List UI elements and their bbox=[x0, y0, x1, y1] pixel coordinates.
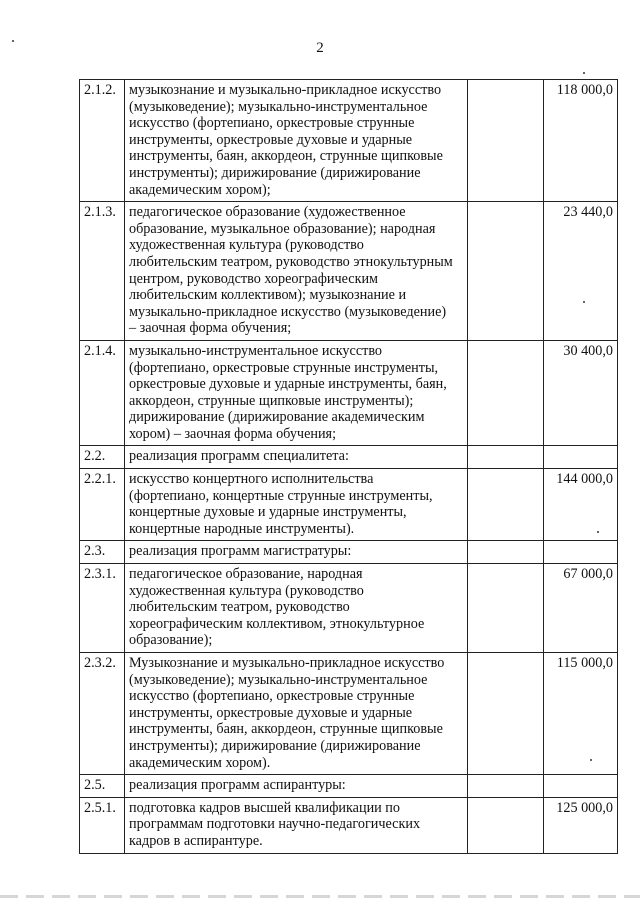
page-number: 2 bbox=[316, 40, 324, 56]
table-row bbox=[80, 340, 618, 446]
item-description bbox=[125, 797, 468, 853]
funding-table-body bbox=[80, 80, 618, 854]
description-line: подготовка кадров высшей квалификации по bbox=[129, 799, 400, 816]
item-number: 2.1.3. bbox=[80, 202, 125, 341]
description-line: музыкально-инструментальное искусство bbox=[129, 342, 383, 359]
description-line: (фортепиано, концертные струнные инструменты, bbox=[129, 487, 433, 504]
description-line: – заочная форма обучения; bbox=[129, 320, 292, 337]
description-line: (музыковедение); музыкально-инструментальное bbox=[129, 98, 428, 115]
table-row bbox=[80, 202, 618, 341]
description-line: инструменты); дирижирование (дирижирование bbox=[129, 737, 421, 754]
table-row bbox=[80, 541, 618, 564]
description-line: дирижирование (дирижирование академическим bbox=[129, 409, 425, 426]
item-number: 2.1.4. bbox=[80, 340, 125, 446]
description-line: художественная культура (руководство bbox=[129, 237, 364, 254]
scan-edge-artifact bbox=[0, 895, 640, 898]
description-line: (фортепиано, оркестровые струнные инструменты, bbox=[129, 359, 439, 376]
empty-cell bbox=[468, 340, 544, 446]
item-amount: 118 000,0 bbox=[544, 80, 618, 202]
scan-speck bbox=[583, 301, 585, 303]
scan-speck bbox=[597, 531, 599, 533]
description-line: любительским театром, руководство этнокультурным bbox=[129, 253, 453, 270]
description-line: образование, музыкальное образование); народная bbox=[129, 220, 436, 237]
description-line: оркестровые духовые и ударные инструменты, баян, bbox=[129, 376, 447, 393]
item-number: 2.3.2. bbox=[80, 653, 125, 775]
funding-table bbox=[79, 79, 618, 854]
description-line: образование); bbox=[129, 632, 213, 649]
item-number: 2.2.1. bbox=[80, 469, 125, 541]
item-description bbox=[125, 469, 468, 541]
empty-cell bbox=[468, 775, 544, 798]
item-description bbox=[125, 653, 468, 775]
description-line: инструменты, оркестровые духовые и ударные bbox=[129, 131, 413, 148]
description-line: искусство (фортепиано, оркестровые струнные bbox=[129, 115, 415, 132]
item-number: 2.5. bbox=[80, 775, 125, 798]
scan-speck bbox=[12, 40, 14, 42]
description-line: педагогическое образование, народная bbox=[129, 566, 363, 583]
table-row bbox=[80, 469, 618, 541]
description-line: программам подготовки научно-педагогических bbox=[129, 816, 421, 833]
description-line: (музыковедение); музыкально-инструментальное bbox=[129, 671, 428, 688]
empty-cell bbox=[468, 653, 544, 775]
description-line: хором) – заочная форма обучения; bbox=[129, 425, 337, 442]
empty-cell bbox=[468, 541, 544, 564]
table-row bbox=[80, 564, 618, 653]
empty-cell bbox=[468, 564, 544, 653]
description-line: любительским театром, руководство bbox=[129, 599, 350, 616]
table-row bbox=[80, 653, 618, 775]
item-amount: 125 000,0 bbox=[544, 797, 618, 853]
item-description bbox=[125, 541, 468, 564]
table-row bbox=[80, 775, 618, 798]
description-line: инструменты); дирижирование (дирижирование bbox=[129, 164, 421, 181]
item-amount: 23 440,0 bbox=[544, 202, 618, 341]
description-line: педагогическое образование (художественное bbox=[129, 204, 406, 221]
description-line: центром, руководство хореографическим bbox=[129, 270, 379, 287]
empty-cell bbox=[468, 797, 544, 853]
item-number: 2.5.1. bbox=[80, 797, 125, 853]
item-amount: 67 000,0 bbox=[544, 564, 618, 653]
item-description bbox=[125, 446, 468, 469]
item-number: 2.3. bbox=[80, 541, 125, 564]
empty-cell bbox=[468, 202, 544, 341]
description-line: Музыкознание и музыкально-прикладное искусство bbox=[129, 655, 445, 671]
description-line: академическим хором); bbox=[129, 181, 271, 198]
item-number: 2.3.1. bbox=[80, 564, 125, 653]
description-line: академическим хором). bbox=[129, 754, 271, 771]
description-line: аккордеон, струнные щипковые инструменты); bbox=[129, 392, 414, 409]
description-line: концертные духовые и ударные инструменты, bbox=[129, 504, 407, 521]
description-line: любительским коллективом); музыкознание и bbox=[129, 287, 407, 304]
description-line: музыкально-прикладное искусство (музыковедение) bbox=[129, 303, 447, 320]
table-row bbox=[80, 80, 618, 202]
description-line: реализация программ специалитета: bbox=[129, 448, 349, 465]
item-number: 2.1.2. bbox=[80, 80, 125, 202]
description-line: кадров в аспирантуре. bbox=[129, 832, 263, 849]
item-description bbox=[125, 340, 468, 446]
item-description bbox=[125, 202, 468, 341]
item-amount: 30 400,0 bbox=[544, 340, 618, 446]
description-line: концертные народные инструменты). bbox=[129, 520, 355, 537]
item-amount bbox=[544, 775, 618, 798]
item-description bbox=[125, 80, 468, 202]
empty-cell bbox=[468, 80, 544, 202]
table-row bbox=[80, 446, 618, 469]
empty-cell bbox=[468, 446, 544, 469]
description-line: художественная культура (руководство bbox=[129, 582, 364, 599]
description-line: инструменты, баян, аккордеон, струнные щипковые bbox=[129, 721, 443, 738]
empty-cell bbox=[468, 469, 544, 541]
description-line: реализация программ аспирантуры: bbox=[129, 777, 346, 794]
item-amount: 144 000,0 bbox=[544, 469, 618, 541]
description-line: хореографическим коллективом, этнокультурное bbox=[129, 615, 425, 632]
scan-speck bbox=[583, 72, 585, 74]
description-line: реализация программ магистратуры: bbox=[129, 543, 352, 560]
item-description bbox=[125, 564, 468, 653]
item-number: 2.2. bbox=[80, 446, 125, 469]
description-line: инструменты, баян, аккордеон, струнные щипковые bbox=[129, 148, 443, 165]
description-line: искусство концертного исполнительства bbox=[129, 471, 374, 488]
description-line: инструменты, оркестровые духовые и ударные bbox=[129, 704, 413, 721]
item-amount: 115 000,0 bbox=[544, 653, 618, 775]
table-row bbox=[80, 797, 618, 853]
scan-speck bbox=[590, 759, 592, 761]
description-line: музыкознание и музыкально-прикладное искусство bbox=[129, 82, 442, 98]
item-amount bbox=[544, 541, 618, 564]
description-line: искусство (фортепиано, оркестровые струнные bbox=[129, 688, 415, 705]
item-description bbox=[125, 775, 468, 798]
item-amount bbox=[544, 446, 618, 469]
